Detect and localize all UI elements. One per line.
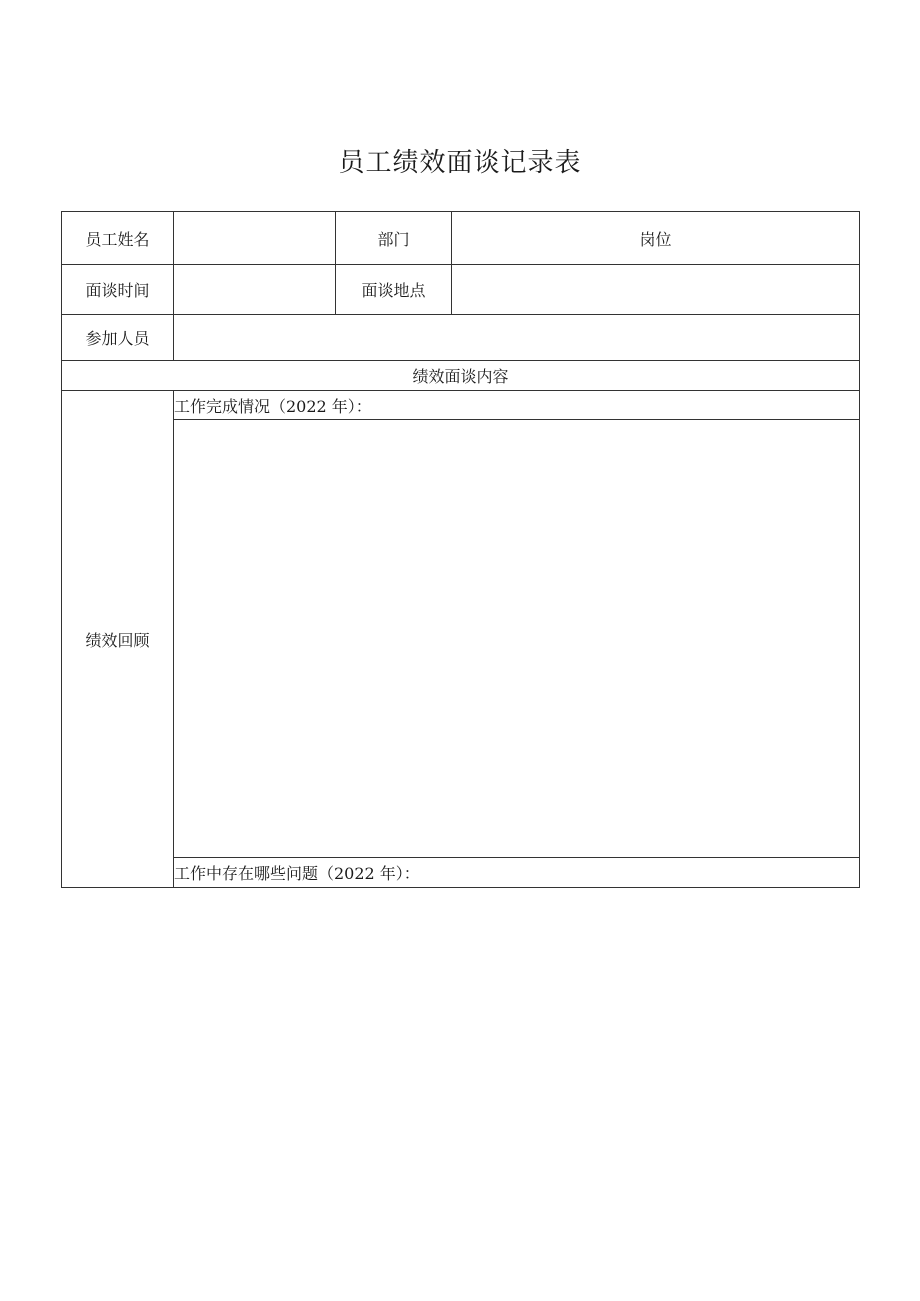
department-label: 部门 [377,229,410,249]
employee-name-label: 员工姓名 [85,229,150,249]
interview-location-label: 面谈地点 [361,281,426,300]
work-completion-label: 工作完成情况（2022 年）： [174,396,372,416]
participants-field[interactable] [174,315,859,360]
section-header: 绩效面谈内容 [412,367,509,386]
interview-time-label: 面谈时间 [85,281,150,300]
work-problems-label: 工作中存在哪些问题（2022 年）： [174,864,420,883]
interview-time-field[interactable] [174,265,335,314]
employee-name-field[interactable] [174,212,335,264]
work-completion-field[interactable] [174,420,859,857]
participants-label: 参加人员 [85,329,150,348]
performance-review-label: 绩效回顾 [85,630,150,650]
position-label: 岗位 [639,229,672,249]
interview-record-form [61,211,860,888]
page-title: 员工绩效面谈记录表 [338,148,582,178]
interview-location-field[interactable] [452,265,859,314]
